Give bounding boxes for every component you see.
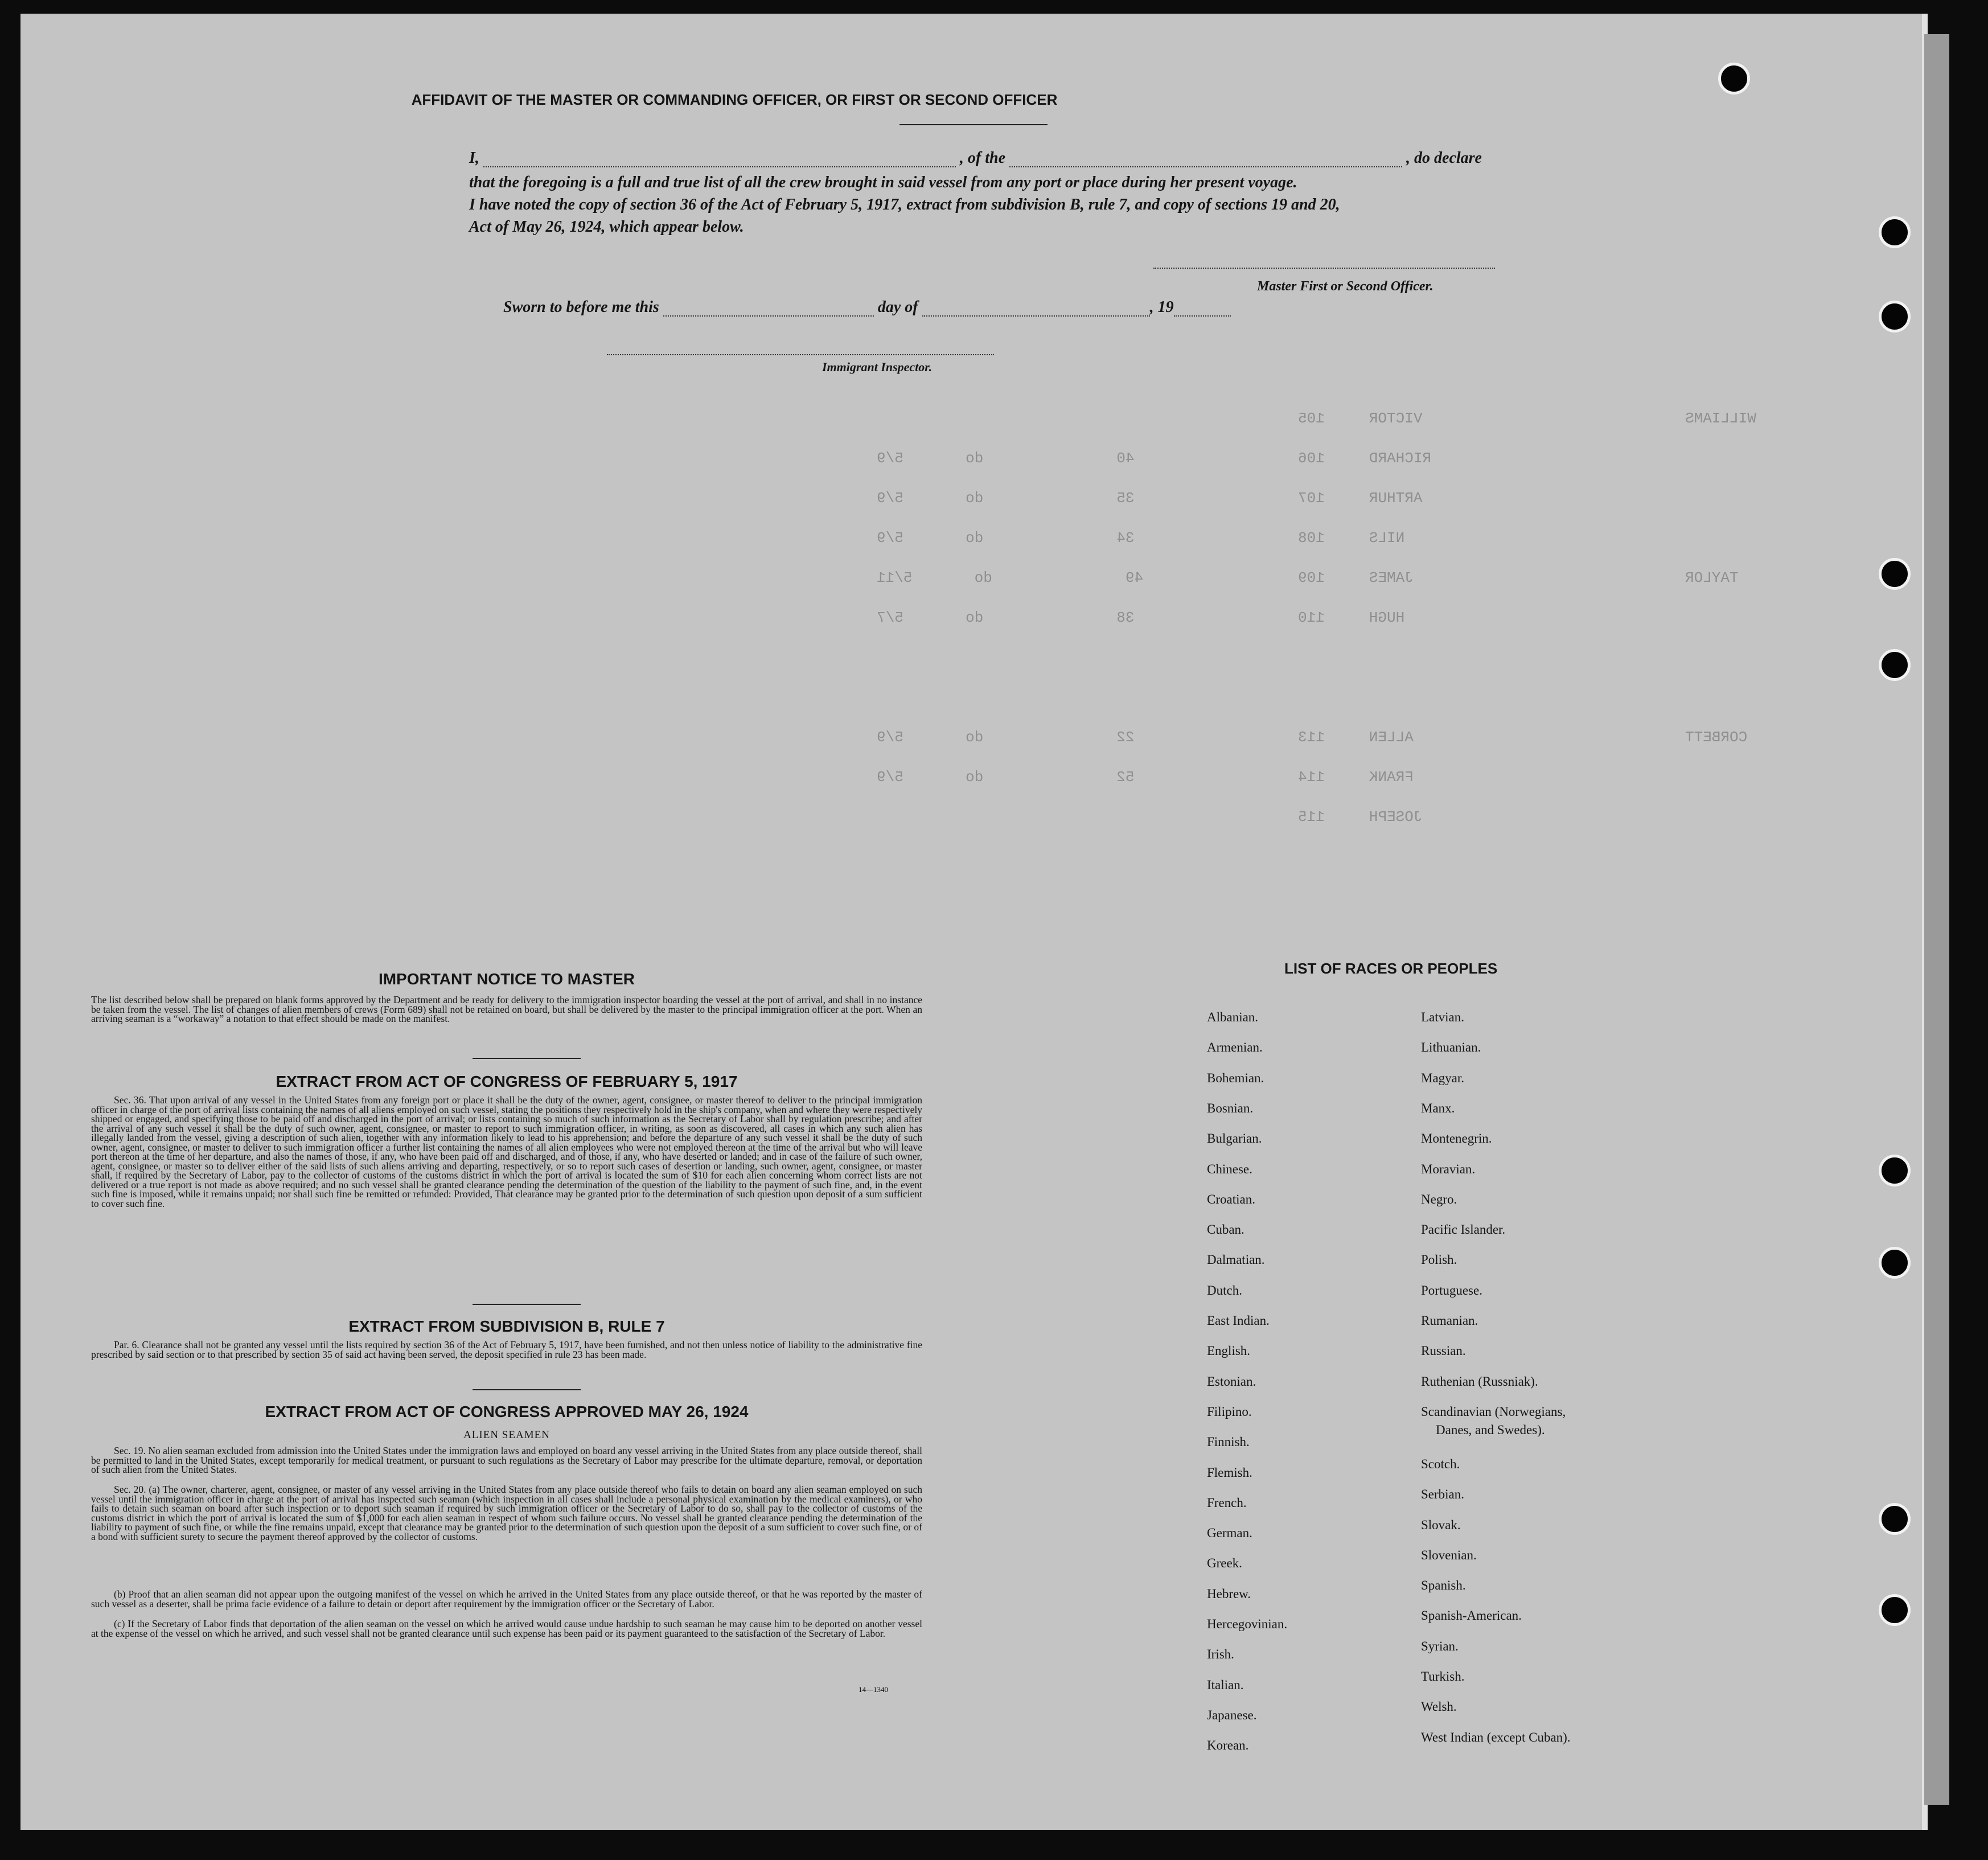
race-item: Bohemian. xyxy=(1207,1070,1264,1085)
binder-hole xyxy=(1879,216,1911,248)
notice-title: IMPORTANT NOTICE TO MASTER xyxy=(378,970,635,988)
document-page xyxy=(20,14,1928,1830)
race-item: Pacific Islander. xyxy=(1421,1222,1506,1237)
race-item: Dutch. xyxy=(1207,1283,1242,1298)
race-item: Italian. xyxy=(1207,1677,1244,1692)
race-item: French. xyxy=(1207,1495,1247,1510)
race-item: Rumanian. xyxy=(1421,1313,1478,1328)
race-item: Manx. xyxy=(1421,1101,1455,1115)
extract-1924-sec20b: (b) Proof that an alien seaman did not appear upon the outgoing manifest of the vessel on which he arrived in the United States from any place outside thereof, or that he was reported by the master of such vessel as a deserter, shall be prima facie evidence of a failure to detain or deport after requirement by the immigration officer or the Secretary of Labor. xyxy=(91,1588,922,1609)
race-item: Irish. xyxy=(1207,1647,1234,1662)
i-label: I, xyxy=(469,149,479,167)
of-the-label: , of the xyxy=(959,149,1006,167)
sworn-line xyxy=(503,298,1231,317)
extract-1924-sec20a: Sec. 20. (a) The owner, charterer, agent, consignee, or master of any vessel arriving in the United States from any place outside thereof who fails to detain on board any alien seaman employed on such vessel until the immigration officer in charge at the port of arrival has inspected such seaman (which inspection in all cases shall include a personal physical examination by the medical examiners), or who fails to detain such seaman on board after such inspection or to deport such seaman if required by such immigration officer or the Secretary of Labor to do so, shall pay to the collector of customs of the customs district in which the port of arrival is located the sum of $1,000 for each alien seaman in respect of whom such failure occurs. No vessel shall be granted clearance pending the determination of the liability to payment of such fine, or while the fine remains unpaid, except that clearance may be granted prior to the determination of such question upon the deposit of a sum sufficient to cover such fine, or of a bond with sufficient surety to secure the payment thereof approved by the collector of customs. xyxy=(91,1484,922,1542)
race-item: Serbian. xyxy=(1421,1487,1465,1502)
master-signature-field[interactable] xyxy=(1153,268,1495,269)
race-item: Japanese. xyxy=(1207,1707,1257,1722)
extract-1924-sec20c: (c) If the Secretary of Labor finds that deportation of the alien seaman on the vessel on which he arrived would cause undue hardship to such seaman he may cause him to be deported on another vessel at the expense of the vessel on which he arrived, and such vessel shall not be granted clearance until such expense has been paid or its payment guaranteed to the satisfaction of the Secretary of Labor. xyxy=(91,1618,922,1639)
affidavit-body-2: I have noted the copy of section 36 of the Act of February 5, 1917, extract from subdivision B, rule 7, and copy of sections 19 and 20, xyxy=(469,196,1340,213)
bleed-through-text: 40 do 5/9 xyxy=(877,450,1135,467)
race-item: Spanish. xyxy=(1421,1578,1466,1593)
form-number: 14—1340 xyxy=(859,1685,888,1694)
page-edge xyxy=(1924,34,1949,1805)
bleed-through-text: ARTHUR 107 xyxy=(1298,490,1423,507)
do-declare-label: , do declare xyxy=(1406,149,1482,167)
extract-1924-title: EXTRACT FROM ACT OF CONGRESS APPROVED MAY 26, 1924 xyxy=(265,1403,749,1420)
race-item: Slovak. xyxy=(1421,1517,1461,1532)
extract-1924-sec19: Sec. 19. No alien seaman excluded from admission into the United States under the immigration laws and employed on board any vessel arriving in the United States from any place outside thereof, shall be permitted to land in the United States, except temporarily for medical treatment, or pursuant to such regulations as the Secretary of Labor may prescribe for the ultimate departure, removal, or deportation of such alien from the United States. xyxy=(91,1445,922,1475)
race-item: Cuban. xyxy=(1207,1222,1244,1237)
bleed-through-text: HUGH 110 xyxy=(1298,609,1405,626)
race-item: Greek. xyxy=(1207,1556,1242,1571)
race-item: Syrian. xyxy=(1421,1639,1459,1653)
race-item: Slovenian. xyxy=(1421,1547,1477,1562)
extract-1924-subtitle: ALIEN SEAMEN xyxy=(463,1429,550,1441)
sworn-month-field[interactable] xyxy=(922,315,1150,317)
race-item: Albanian. xyxy=(1207,1010,1259,1024)
bleed-through-text: JOSEPH 115 xyxy=(1298,808,1423,826)
sworn-year-field[interactable] xyxy=(1174,315,1231,317)
race-item: Armenian. xyxy=(1207,1040,1263,1055)
bleed-through-text: RICHARD 106 xyxy=(1298,450,1432,467)
section-divider xyxy=(473,1304,581,1305)
race-item: Lithuanian. xyxy=(1421,1040,1481,1055)
race-item: Latvian. xyxy=(1421,1010,1464,1024)
affidavit-title: AFFIDAVIT OF THE MASTER OR COMMANDING OFFICER, OR FIRST OR SECOND OFFICER xyxy=(411,91,1058,108)
bleed-through-text: 38 do 5/7 xyxy=(877,609,1135,626)
bleed-through-text: JAMES 109 xyxy=(1298,569,1414,586)
inspector-signature-field[interactable] xyxy=(607,354,994,355)
extract-1917-body: Sec. 36. That upon arrival of any vessel in the United States from any foreign port or place it shall be the duty of the owner, agent, consignee, or master thereof to deliver to the principal immigration officer in charge of the port of arrival lists containing the names of all aliens employed on such vessel, stating the positions they respectively hold in the ship's company, when and where they were respectively shipped or engaged, and specifying those to be paid off and discharged in the port of arrival; or lists containing so much of such information as the Secretary of Labor shall by regulation prescribe; and after the arrival of any such vessel it shall be the duty of such owner, agent, consignee, or master to report to such immigration officer, in writing, as soon as discovered, all cases in which any such alien has illegally landed from the vessel, giving a description of such alien, together with any information likely to lead to his apprehension; and before the departure of any such vessel it shall be the duty of such owner, agent, consignee, or master to deliver to such immigration officer a further list containing the names of all alien employees who were not employed thereon at the time of the arrival but who will leave port thereon at the time of her departure, and also the names of those, if any, who have been paid off and discharged, and of those, if any, who have deserted or landed; and in case of the failure of such owner, agent, consignee, or master so to deliver either of the said lists of such aliens arriving and departing, respectively, or so to report such cases of desertion or landing, such owner, agent, consignee, or master shall, if required by the Secretary of Labor, pay to the collector of customs of the customs district in which the port of arrival is located the sum of $10 for each alien concerning whom correct lists are not delivered or a true report is not made as above required; and no such vessel shall be granted clearance pending the determination of the question of the liability to the payment of such fine, and, in the event such fine is imposed, while it remains unpaid; nor shall such fine be remitted or refunded: Provided, That clearance may be granted prior to the determination of such question upon deposit of a sum sufficient to cover such fine. xyxy=(91,1094,922,1209)
race-item: Magyar. xyxy=(1421,1070,1465,1085)
sworn-day-field[interactable] xyxy=(663,315,874,317)
bleed-through-text: 35 do 5/9 xyxy=(877,490,1135,507)
title-divider xyxy=(899,124,1048,125)
race-item: Chinese. xyxy=(1207,1161,1252,1176)
notice-body: The list described below shall be prepared on blank forms approved by the Department and be ready for delivery to the immigration inspector boarding the vessel at the port of arrival, and shall in no instance be taken from the vessel. The list of changes of alien members of crews (Form 689) shall not be retained on board, but shall be delivered by the master to the principal immigration officer at the port. When an arriving seaman is a “workaway” a notation to that effect should be made on the manifest. xyxy=(91,994,922,1024)
bleed-through-text: FRANK 114 xyxy=(1298,769,1414,786)
race-item: English. xyxy=(1207,1344,1251,1358)
race-item: Russian. xyxy=(1421,1344,1466,1358)
race-item: Finnish. xyxy=(1207,1435,1250,1450)
race-item: Estonian. xyxy=(1207,1374,1256,1389)
race-item: German. xyxy=(1207,1526,1252,1541)
race-item: Spanish-American. xyxy=(1421,1608,1522,1623)
bleed-through-text: VICTOR 105 xyxy=(1298,410,1423,427)
race-item: Turkish. xyxy=(1421,1669,1465,1684)
bleed-through-text: 22 do 5/9 xyxy=(877,729,1135,746)
race-item: West Indian (except Cuban). xyxy=(1421,1730,1571,1744)
bleed-through-text: 34 do 5/9 xyxy=(877,529,1135,547)
race-item: Bulgarian. xyxy=(1207,1131,1262,1146)
day-of-label: day of xyxy=(877,298,918,316)
sworn-prefix: Sworn to before me this xyxy=(503,298,659,316)
race-item: Portuguese. xyxy=(1421,1283,1482,1298)
bleed-through-text: NILS 108 xyxy=(1298,529,1405,547)
race-item: Polish. xyxy=(1421,1253,1457,1267)
binder-hole xyxy=(1879,649,1911,681)
bleed-through-text: 49 do 5/11 xyxy=(877,569,1144,586)
bleed-through-text: CORBETT xyxy=(1685,729,1748,746)
binder-hole xyxy=(1879,1503,1911,1535)
bleed-through-text: WILLIAMS xyxy=(1685,410,1756,427)
inspector-signature-label: Immigrant Inspector. xyxy=(822,360,933,374)
race-item: Danes, and Swedes). xyxy=(1436,1422,1545,1437)
binder-hole xyxy=(1879,1155,1911,1186)
race-item: Negro. xyxy=(1421,1192,1457,1206)
master-signature-label: Master First or Second Officer. xyxy=(1257,279,1434,294)
race-item: Bosnian. xyxy=(1207,1101,1254,1115)
race-item: East Indian. xyxy=(1207,1313,1270,1328)
race-item: Flemish. xyxy=(1207,1465,1252,1480)
race-item: Montenegrin. xyxy=(1421,1131,1492,1146)
race-item: Filipino. xyxy=(1207,1404,1252,1419)
bleed-through-text: ALLEN 113 xyxy=(1298,729,1414,746)
race-item: Dalmatian. xyxy=(1207,1253,1265,1267)
race-item: Moravian. xyxy=(1421,1161,1476,1176)
vessel-name-field[interactable] xyxy=(1009,166,1402,167)
binder-hole xyxy=(1879,558,1911,590)
race-item: Scandinavian (Norwegians, xyxy=(1421,1404,1566,1419)
race-item: Hebrew. xyxy=(1207,1586,1251,1601)
binder-hole xyxy=(1879,301,1911,332)
race-item: Ruthenian (Russniak). xyxy=(1421,1374,1538,1389)
races-title: LIST OF RACES OR PEOPLES xyxy=(1284,960,1498,977)
extract-rule7-body: Par. 6. Clearance shall not be granted any vessel until the lists required by section 36 of the Act of February 5, 1917, have been furnished, and not then unless notice of liability to the administrative fine prescribed by said section or to that prescribed by section 35 of said act having been served, the deposit specified in rule 23 has been made. xyxy=(91,1339,922,1360)
bleed-through-text: 52 do 5/9 xyxy=(877,769,1135,786)
bleed-through-text: TAYLOR xyxy=(1685,569,1739,586)
race-item: Croatian. xyxy=(1207,1192,1255,1206)
year-prefix: , 19 xyxy=(1149,298,1174,316)
race-item: Welsh. xyxy=(1421,1699,1457,1714)
race-item: Hercegovinian. xyxy=(1207,1617,1288,1631)
race-item: Scotch. xyxy=(1421,1456,1460,1471)
section-divider xyxy=(473,1058,581,1059)
binder-hole xyxy=(1879,1247,1911,1279)
binder-hole xyxy=(1718,63,1750,95)
extract-rule7-title: EXTRACT FROM SUBDIVISION B, RULE 7 xyxy=(348,1317,665,1335)
race-item: Korean. xyxy=(1207,1738,1249,1753)
affidavit-body-3: Act of May 26, 1924, which appear below. xyxy=(469,218,744,236)
officer-name-field[interactable] xyxy=(483,166,956,167)
extract-1917-title: EXTRACT FROM ACT OF CONGRESS OF FEBRUARY 5, 1917 xyxy=(276,1073,738,1090)
binder-hole xyxy=(1879,1594,1911,1626)
affidavit-declaration-line xyxy=(469,149,1528,167)
section-divider xyxy=(473,1389,581,1390)
affidavit-body-1: that the foregoing is a full and true list of all the crew brought in said vessel from any port or place during her present voyage. xyxy=(469,174,1297,191)
